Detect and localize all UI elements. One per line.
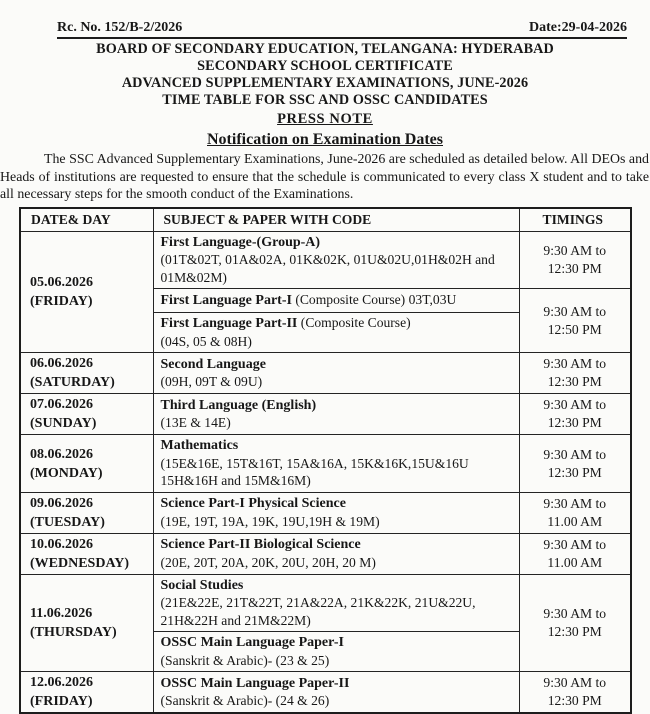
day-value: (FRIDAY) (30, 694, 93, 710)
subject-title: Second Language (160, 356, 266, 372)
timing-line: 12:30 PM (547, 261, 602, 277)
timing-cell (519, 492, 631, 533)
rc-number: Rc. No. 152/B-2/2026 (57, 20, 183, 35)
subject-title: First Language Part-I (160, 293, 292, 309)
certificate-line: SECONDARY SCHOOL CERTIFICATE (197, 58, 453, 74)
date-cell (20, 394, 153, 435)
subject-note: (Composite Course) 03T,03U (291, 292, 457, 308)
timing-line: 9:30 AM to (543, 243, 607, 259)
subject-cell (153, 632, 519, 672)
col-header-date-day: DATE& DAY (20, 208, 153, 232)
subject-codes: (21E&22E, 21T&22T, 21A&22A, 21K&22K, 21U&22U, 21H&22H and 21M&22M) (160, 595, 476, 628)
subject-codes: (19E, 19T, 19A, 19K, 19U,19H & 19M) (160, 513, 380, 529)
timing-line: 9:30 AM to (543, 356, 607, 372)
table-row (20, 492, 631, 533)
org-title: BOARD OF SECONDARY EDUCATION, TELANGANA: HYDERABAD (96, 41, 554, 57)
timing-line: 12:30 PM (547, 693, 602, 709)
table-row (20, 394, 631, 435)
timing-line: 9:30 AM to (543, 495, 607, 511)
table-row (20, 672, 631, 714)
subject-cell (153, 533, 519, 574)
intro-paragraph: The SSC Advanced Supplementary Examinations, June-2026 are scheduled as detailed below. All DEOs and Heads of institutions are requested to ensure that the schedule is communicated to every class X student and to take all necessary steps for the smooth conduct of the Examinations. (0, 152, 649, 203)
subject-note: (Composite Course) (297, 315, 411, 331)
timing-line: 9:30 AM to (543, 536, 607, 552)
subject-title: Third Language (English) (160, 397, 317, 413)
date-value: 09.06.2026 (30, 495, 93, 511)
date-cell (20, 533, 153, 574)
subject-title: Mathematics (160, 438, 239, 454)
date-cell (20, 672, 153, 714)
reference-line (57, 20, 627, 39)
subject-cell (153, 289, 519, 313)
date-value: 11.06.2026 (30, 606, 93, 622)
subject-codes: (Sanskrit & Arabic)- (23 & 25) (160, 652, 330, 668)
table-row (20, 574, 631, 632)
subject-codes: (20E, 20T, 20A, 20K, 20U, 20H, 20 M) (160, 554, 376, 570)
timing-cell (519, 574, 631, 672)
timetable-line: TIME TABLE FOR SSC AND OSSC CANDIDATES (162, 92, 488, 108)
timing-cell (519, 353, 631, 394)
subject-cell (153, 394, 519, 435)
subject-cell (153, 313, 519, 353)
timing-line: 12:30 PM (547, 464, 602, 480)
subject-title: Social Studies (160, 577, 244, 593)
table-row (20, 353, 631, 394)
table-row (20, 533, 631, 574)
date-cell (20, 574, 153, 672)
doc-date: Date:29-04-2026 (529, 20, 627, 35)
day-value: (MONDAY) (30, 465, 103, 481)
timing-line: 9:30 AM to (543, 397, 607, 413)
subject-title: Science Part-II Biological Science (160, 537, 361, 553)
timing-line: 9:30 AM to (543, 675, 607, 691)
date-cell (20, 492, 153, 533)
timing-cell (519, 289, 631, 353)
subject-title: First Language-(Group-A) (160, 234, 321, 250)
day-value: (THURSDAY) (30, 625, 117, 641)
subject-cell (153, 435, 519, 493)
exam-timetable (19, 207, 632, 714)
day-value: (SUNDAY) (30, 416, 97, 432)
table-row (20, 435, 631, 493)
date-value: 07.06.2026 (30, 397, 93, 413)
subject-codes: (15E&16E, 15T&16T, 15A&16A, 15K&16K,15U&16U 15H&16H and 15M&16M) (160, 455, 469, 489)
timing-line: 12:30 PM (547, 415, 602, 431)
timing-cell (519, 533, 631, 574)
subject-cell (153, 672, 519, 714)
subject-codes: (Sanskrit & Arabic)- (24 & 26) (160, 693, 330, 709)
timing-line: 9:30 AM to (543, 606, 607, 622)
col-header-subject: SUBJECT & PAPER WITH CODE (153, 208, 519, 232)
timing-line: 11.00 AM (547, 554, 603, 570)
subject-title: First Language Part-II (160, 316, 298, 332)
subject-codes: (13E & 14E) (160, 415, 231, 431)
subject-cell (153, 353, 519, 394)
date-cell (20, 353, 153, 394)
timing-line: 9:30 AM to (543, 303, 607, 319)
date-cell (20, 435, 153, 493)
subject-title: OSSC Main Language Paper-II (160, 675, 350, 691)
timing-line: 9:30 AM to (543, 446, 607, 462)
subject-title: OSSC Main Language Paper-I (160, 635, 344, 651)
date-value: 10.06.2026 (30, 536, 93, 552)
date-cell (20, 231, 153, 353)
press-note-heading: PRESS NOTE (277, 111, 373, 127)
day-value: (SATURDAY) (30, 375, 115, 391)
date-value: 06.06.2026 (30, 356, 93, 372)
timing-line: 12:30 PM (547, 624, 602, 640)
exam-session-line: ADVANCED SUPPLEMENTARY EXAMINATIONS, JUNE-2026 (121, 75, 529, 91)
subject-cell (153, 492, 519, 533)
header-row (20, 208, 631, 232)
heading-block (0, 41, 650, 150)
date-value: 12.06.2026 (30, 675, 93, 691)
timing-cell (519, 394, 631, 435)
date-value: 05.06.2026 (30, 275, 93, 291)
table-row (20, 231, 631, 289)
timing-cell (519, 672, 631, 714)
notification-heading: Notification on Examination Dates (207, 131, 443, 148)
timing-cell (519, 435, 631, 493)
col-header-timings: TIMINGS (519, 208, 631, 232)
timing-line: 11.00 AM (547, 513, 603, 529)
timing-cell (519, 231, 631, 289)
subject-codes: (09H, 09T & 09U) (160, 374, 263, 390)
date-value: 08.06.2026 (30, 446, 93, 462)
day-value: (FRIDAY) (30, 294, 93, 310)
timing-line: 12:30 PM (547, 374, 602, 390)
day-value: (TUESDAY) (30, 514, 105, 530)
day-value: (WEDNESDAY) (30, 555, 130, 571)
subject-cell (153, 231, 519, 289)
subject-title: Science Part-I Physical Science (160, 496, 346, 512)
subject-codes: (01T&02T, 01A&02A, 01K&02K, 01U&02U,01H&02H and 01M&02M) (160, 252, 495, 285)
subject-cell (153, 574, 519, 632)
subject-codes: (04S, 05 & 08H) (160, 333, 252, 349)
timing-line: 12:50 PM (547, 321, 602, 337)
